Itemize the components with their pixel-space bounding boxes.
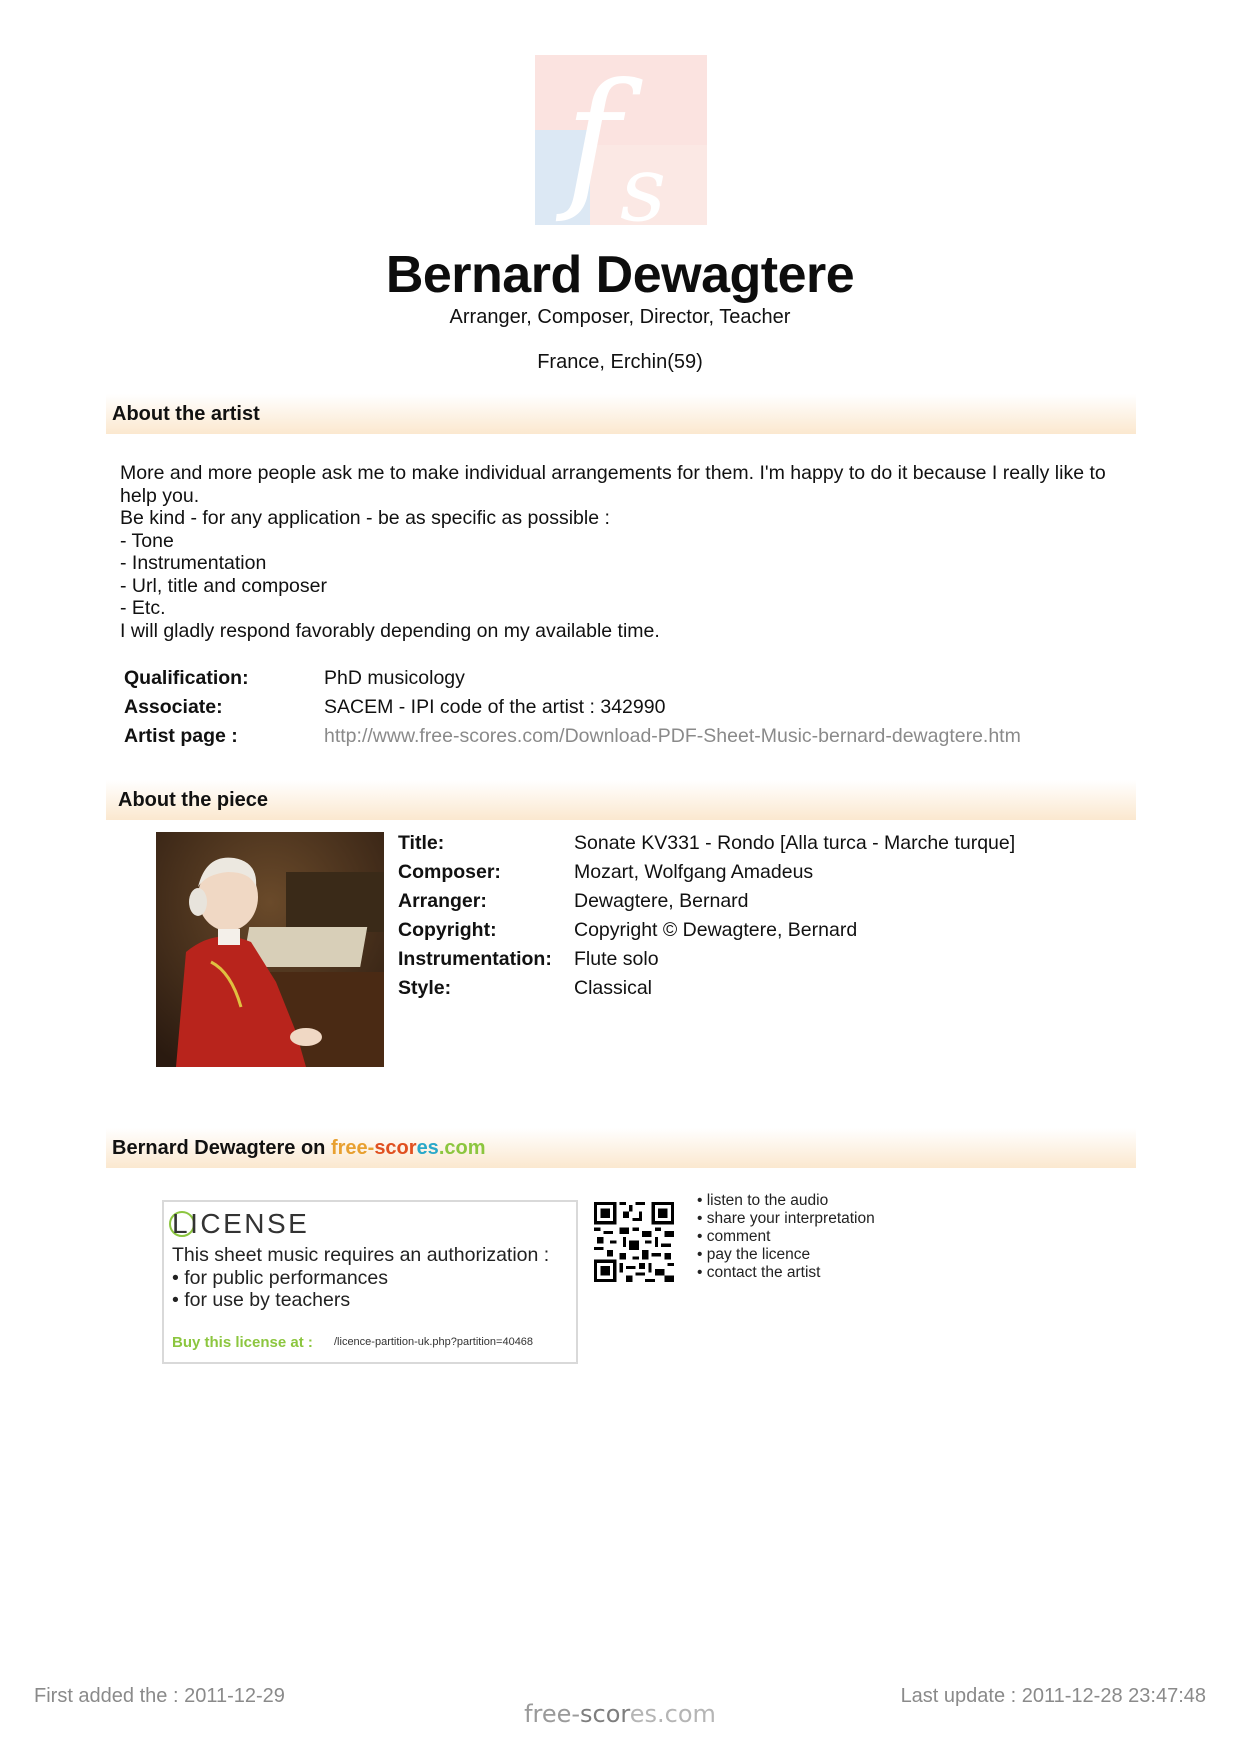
style-label: Style: xyxy=(398,977,452,999)
copyright-label: Copyright: xyxy=(398,919,497,941)
associate-label: Associate: xyxy=(124,696,223,718)
license-box xyxy=(162,1200,578,1364)
site-name-part: es xyxy=(416,1137,439,1159)
artist-page-link[interactable]: http://www.free-scores.com/Download-PDF-Sheet-Music-bernard-dewagtere.htm xyxy=(324,725,1021,747)
license-buy-label: Buy this license at : xyxy=(172,1334,313,1351)
license-title: LICENSE xyxy=(172,1208,310,1239)
style-value: Classical xyxy=(574,977,653,999)
about-line: Be kind - for any application - be as specific as possible : xyxy=(120,507,610,529)
about-line: - Url, title and composer xyxy=(120,574,327,597)
about-line: More and more people ask me to make individual arrangements for them. I'm happy to do it because I really like to help you. xyxy=(120,462,1106,507)
list-item[interactable]: • listen to the audio xyxy=(697,1192,875,1210)
license-buy-link[interactable]: /licence-partition-uk.php?partition=40468 xyxy=(334,1336,534,1348)
title-value: Sonate KV331 - Rondo [Alla turca - Marche turque] xyxy=(574,832,1016,854)
table-row xyxy=(124,693,1021,722)
instrumentation-value: Flute solo xyxy=(574,948,659,970)
fs-logo-icon xyxy=(535,55,707,225)
footer-logo-part: free- xyxy=(524,1700,581,1728)
table-row xyxy=(124,664,1021,693)
about-text xyxy=(120,462,1120,642)
table-row xyxy=(398,829,1015,858)
copyright-value: Copyright © Dewagtere, Bernard xyxy=(574,919,858,941)
table-row xyxy=(398,974,1015,1003)
artist-page-label: Artist page : xyxy=(124,725,238,747)
about-line: - Instrumentation xyxy=(120,552,267,574)
qualification-value: PhD musicology xyxy=(324,667,465,689)
about-line: - Tone xyxy=(120,529,174,552)
license-line: This sheet music requires an authorization : xyxy=(172,1244,550,1266)
artist-name: Bernard Dewagtere xyxy=(385,246,855,304)
artist-location: France, Erchin(59) xyxy=(537,351,703,373)
list-item[interactable]: • pay the licence xyxy=(697,1246,875,1264)
license-item: • for public performances xyxy=(172,1266,389,1289)
composer-label: Composer: xyxy=(398,861,501,883)
title-label: Title: xyxy=(398,832,445,854)
table-row xyxy=(398,945,1015,974)
qualification-label: Qualification: xyxy=(124,667,249,689)
qr-code-icon[interactable] xyxy=(594,1202,674,1282)
svg-text:s: s xyxy=(620,137,667,225)
footer-logo-part: scor xyxy=(580,1700,630,1728)
about-line: I will gladly respond favorably depending on my available time. xyxy=(120,619,660,642)
arranger-label: Arranger: xyxy=(398,890,487,912)
footer-first-added: First added the : 2011-12-29 xyxy=(34,1685,285,1707)
svg-text:f: f xyxy=(565,55,621,225)
site-name-part: free- xyxy=(330,1137,375,1159)
list-item[interactable]: • contact the artist xyxy=(697,1264,875,1282)
about-line: - Etc. xyxy=(120,597,166,619)
associate-value: SACEM - IPI code of the artist : 342990 xyxy=(324,696,666,718)
license-item: • for use by teachers xyxy=(172,1289,351,1311)
table-row xyxy=(398,858,1015,887)
list-item[interactable]: • share your interpretation xyxy=(697,1210,875,1228)
features-list xyxy=(697,1192,875,1282)
artist-info-table xyxy=(124,664,1021,751)
footer-logo xyxy=(0,1700,1240,1728)
section-about-piece: About the piece xyxy=(106,780,1136,820)
footer-last-update: Last update : 2011-12-28 23:47:48 xyxy=(900,1685,1206,1707)
arranger-value: Dewagtere, Bernard xyxy=(574,890,749,912)
site-name-part: .com xyxy=(438,1137,486,1159)
table-row xyxy=(398,887,1015,916)
license-text xyxy=(172,1244,572,1312)
portrait-image xyxy=(156,832,384,1067)
footer-logo-part: es.com xyxy=(629,1700,716,1728)
list-item[interactable]: • comment xyxy=(697,1228,875,1246)
site-name-part: scor xyxy=(374,1137,417,1159)
section-about-artist: About the artist xyxy=(106,394,1136,434)
section-prefix: Bernard Dewagtere on xyxy=(112,1137,331,1159)
piece-info-table xyxy=(398,829,1015,1003)
instrumentation-label: Instrumentation: xyxy=(398,948,552,970)
composer-value: Mozart, Wolfgang Amadeus xyxy=(574,861,814,883)
table-row xyxy=(124,722,1021,751)
table-row xyxy=(398,916,1015,945)
section-on-free-scores xyxy=(106,1128,1136,1168)
artist-roles: Arranger, Composer, Director, Teacher xyxy=(449,306,791,328)
